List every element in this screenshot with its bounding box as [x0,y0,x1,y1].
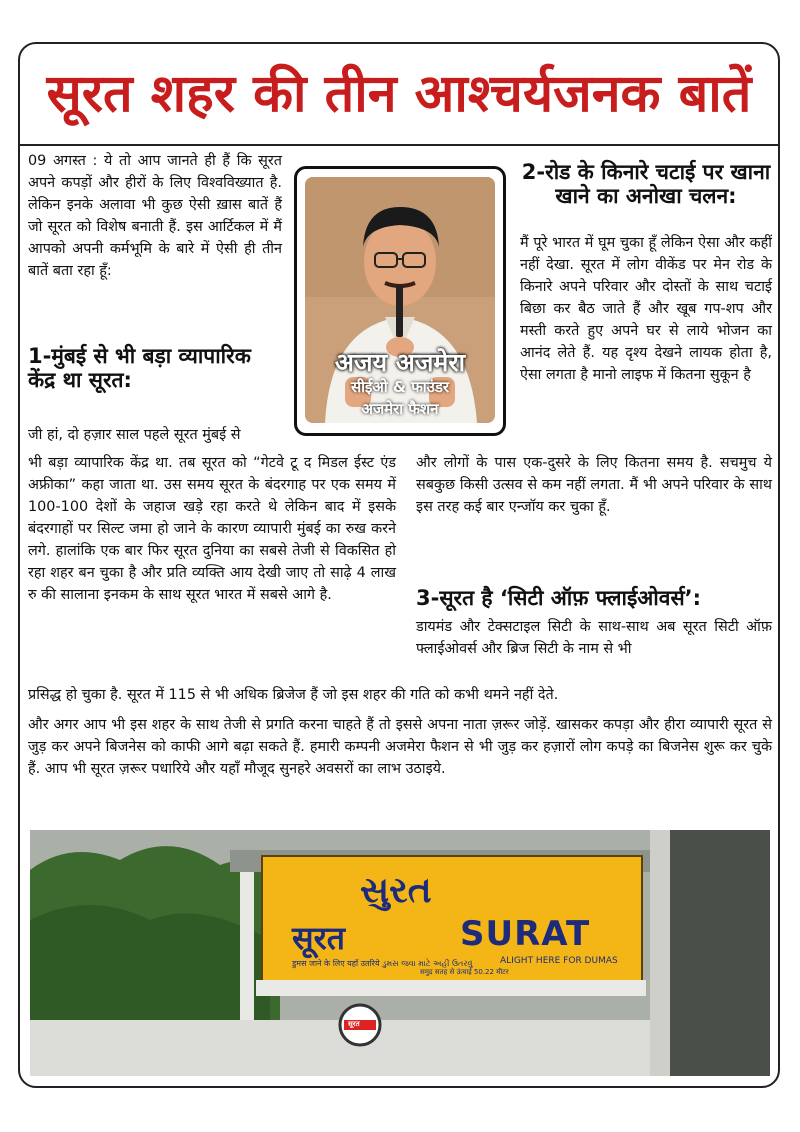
board-alight-text: ALIGHT HERE FOR DUMAS [500,956,618,966]
closing-paragraph: और अगर आप भी इस शहर के साथ तेजी से प्रगति करना चाहते हैं तो इससे अपना नाता ज़रूर जोड़ें. खासकर कपड़ा और हीरा व्यापारी सूरत से जुड़ कर अपने बिजनेस को काफी आगे बढ़ा सकते हैं. हमारी कम्पनी अजमेरा फैशन से भी जुड़ कर हज़ारों लोग कपड़े का बिजनेस शुरू कर चुके हैं. आप भी सूरत ज़रूर पधारिये और यहाँ मौजूद सुनहरे अवसरों का लाभ उठाइये. [28,717,772,777]
board-height-note: समुद्र सतह से ऊंचाई 50.22 मीटर [420,968,509,976]
profile-name: अजय अजमेरा [334,348,466,377]
surat-station-photo [30,830,770,1076]
section2-body-continued: और लोगों के पास एक-दुसरे के लिए कितना समय है. सचमुच ये सबकुछ किसी उत्सव से कम नहीं लगता. मैं भी अपने परिवार के साथ इस तरह कई बार एन्जॉय कर चुका हूँ. [416,455,772,515]
board-hindi: सूरत [292,919,345,957]
station-illustration [30,830,770,1076]
section1-body: भी बड़ा व्यापारिक केंद्र था. तब सूरत को “गेटवे टू द मिडल ईस्ट एंड अफ्रीका” कहा जाता था. उस समय सूरत के बंदरगाह पर एक समय में 100-100 देशों के जहाज खड़े रहा करते थे लेकिन बाद में इसके बंदरगाहों पर सिल्ट जमा हो जाने के कारण व्यापारी मुंबई का रुख करने लगे. हालांकि एक बार फिर सूरत दुनिया का सबसे तेजी से विकसित हो रहा शहर बन चुका है और प्रति व्यक्ति आय देखी जाए तो साढ़े 4 लाख रु की सालाना इनकम के साथ सूरत भारत में सबसे आगे है. [28,455,396,603]
section1-heading: 1-मुंबई से भी बड़ा व्यापारिक केंद्र था सूरत: [28,344,251,392]
title-bar [18,42,780,146]
section2-body: मैं पूरे भारत में घूम चुका हूँ लेकिन ऐसा और कहीं नहीं देखा. सूरत में लोग वीकेंड पर मेन रोड के किनारे अपने परिवार और दोस्तों के साथ चटाई बिछा कर बैठ जाते हैं और खूब गप-शप और मस्ती करते हुए अपने घर से लाये भोजन का आनंद लेते हैं. यह दृश्य देखने लायक होता है, ऐसा लगता है मानो लाइफ में कितना सुकून है [520,235,772,383]
section2-heading: 2-रोड के किनारे चटाई पर खाना खाने का अनोखा चलन: [521,160,771,208]
section3-body: डायमंड और टेक्सटाइल सिटी के साथ-साथ अब सूरत सिटी ऑफ़ फ्लाईओवर्स और ब्रिज सिटी के नाम से भी [416,619,772,657]
profile-photo [305,177,495,423]
profile-role: सीईओ & फाउंडर [350,378,450,396]
section3-full-paragraph-1: प्रसिद्ध हो चुका है. सूरत में 115 से भी अधिक ब्रिजेज हैं जो इस शहर की गति को कभी थमने नहीं देते. [28,687,559,703]
board-gujarati: સુરત [360,870,432,911]
page-title: सूरत शहर की तीन आश्चर्यजनक बातें [46,64,752,124]
profile-company: अजमेरा फैशन [361,400,439,418]
section3-heading: 3-सूरत है ‘सिटी ऑफ़ फ्लाईओवर्स’: [416,586,702,610]
board-english: SURAT [460,914,591,954]
railway-logo-text: सूरत [348,1020,360,1028]
section1-lead: जी हां, दो हज़ार साल पहले सूरत मुंबई से [28,427,241,443]
profile-card [294,166,506,436]
board-small-line: डुमस जाने के लिए यहाँ उतरिये ડુમસ જવા માટે અહીં ઉતરવું [292,959,473,968]
intro-paragraph: 09 अगस्त : ये तो आप जानते ही हैं कि सूरत अपने कपड़ों और हीरों के लिए विश्वविख्यात है. लेकिन इनके अलावा भी कुछ ऐसी ख़ास बातें हैं जो सूरत को विशेष बनाती हैं. इस आर्टिकल में मैं आपको अपनी कर्मभूमि के बारे में ऐसी ही तीन बातें बता रहा हूँ: [28,153,282,279]
